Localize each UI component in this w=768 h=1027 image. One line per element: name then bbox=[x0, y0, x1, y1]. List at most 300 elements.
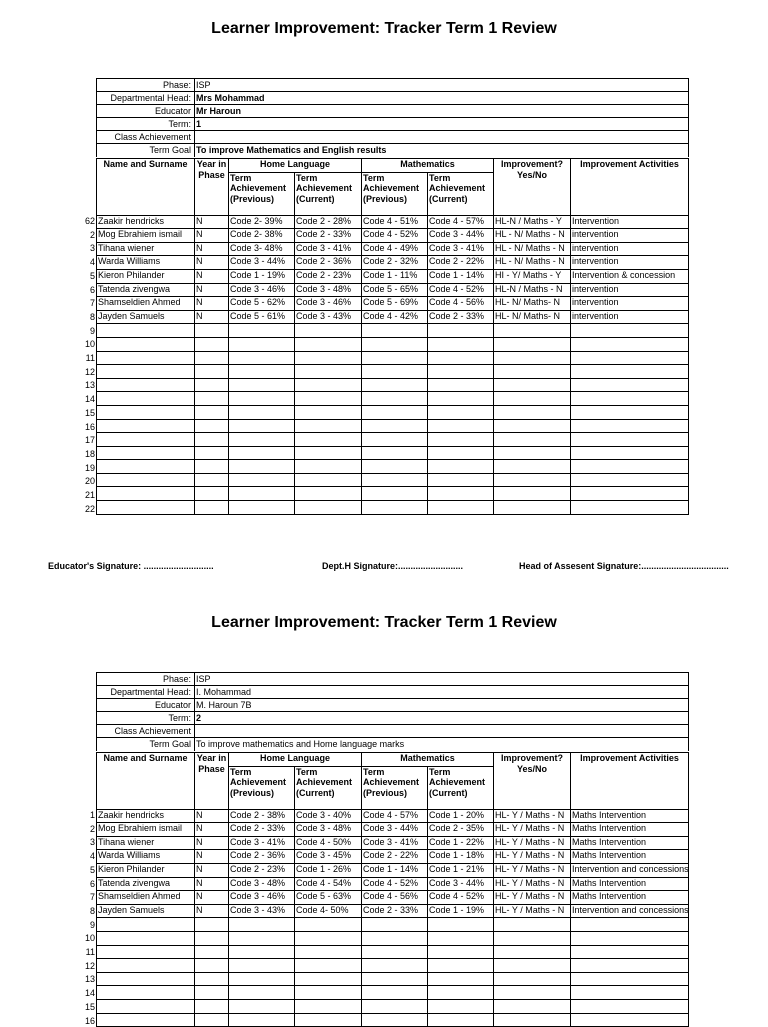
learner-name[interactable]: Kieron Philander bbox=[97, 863, 195, 877]
maths-previous[interactable]: Code 4 - 57% bbox=[362, 809, 428, 823]
maths-current[interactable]: Code 1 - 19% bbox=[428, 904, 494, 918]
hl-current[interactable]: Code 4- 50% bbox=[295, 904, 362, 918]
empty-cell[interactable] bbox=[494, 501, 571, 515]
hl-current[interactable]: Code 2 - 28% bbox=[295, 215, 362, 229]
empty-cell[interactable] bbox=[362, 945, 428, 959]
improvement-status[interactable]: HL - N/ Maths - N bbox=[494, 242, 571, 256]
empty-cell[interactable] bbox=[362, 433, 428, 447]
hl-current[interactable]: Code 3 - 40% bbox=[295, 809, 362, 823]
empty-cell[interactable] bbox=[362, 487, 428, 501]
maths-current[interactable]: Code 2 - 22% bbox=[428, 256, 494, 270]
empty-cell[interactable] bbox=[362, 918, 428, 932]
improvement-activity[interactable]: Maths Intervention bbox=[571, 823, 689, 837]
learner-name[interactable]: Zaakir hendricks bbox=[97, 215, 195, 229]
maths-previous[interactable]: Code 3 - 41% bbox=[362, 836, 428, 850]
maths-previous[interactable]: Code 3 - 44% bbox=[362, 823, 428, 837]
educator-value[interactable]: M. Haroun 7B bbox=[196, 700, 252, 710]
hl-current[interactable]: Code 3 - 43% bbox=[295, 310, 362, 324]
learner-name[interactable]: Zaakir hendricks bbox=[97, 809, 195, 823]
empty-cell[interactable] bbox=[494, 487, 571, 501]
empty-cell[interactable] bbox=[428, 392, 494, 406]
empty-cell[interactable] bbox=[97, 392, 195, 406]
empty-cell[interactable] bbox=[494, 351, 571, 365]
improvement-status[interactable]: HL- Y / Maths - N bbox=[494, 904, 571, 918]
year-in-phase[interactable]: N bbox=[195, 229, 229, 243]
empty-cell[interactable] bbox=[428, 446, 494, 460]
improvement-activity[interactable]: Maths Intervention bbox=[571, 877, 689, 891]
empty-cell[interactable] bbox=[428, 419, 494, 433]
hl-previous[interactable]: Code 3 - 41% bbox=[229, 836, 295, 850]
maths-current[interactable]: Code 4 - 52% bbox=[428, 891, 494, 905]
empty-cell[interactable] bbox=[571, 931, 689, 945]
empty-cell[interactable] bbox=[571, 378, 689, 392]
empty-cell[interactable] bbox=[428, 972, 494, 986]
maths-current[interactable]: Code 2 - 35% bbox=[428, 823, 494, 837]
empty-cell[interactable] bbox=[362, 378, 428, 392]
empty-cell[interactable] bbox=[571, 1013, 689, 1027]
year-in-phase[interactable]: N bbox=[195, 242, 229, 256]
learner-name[interactable]: Jayden Samuels bbox=[97, 904, 195, 918]
empty-cell[interactable] bbox=[97, 433, 195, 447]
empty-cell[interactable] bbox=[295, 999, 362, 1013]
empty-cell[interactable] bbox=[229, 999, 295, 1013]
empty-cell[interactable] bbox=[571, 351, 689, 365]
empty-cell[interactable] bbox=[195, 473, 229, 487]
maths-previous[interactable]: Code 1 - 11% bbox=[362, 269, 428, 283]
empty-cell[interactable] bbox=[295, 972, 362, 986]
maths-current[interactable]: Code 2 - 33% bbox=[428, 310, 494, 324]
learner-name[interactable]: Jayden Samuels bbox=[97, 310, 195, 324]
improvement-status[interactable]: HL - N/ Maths - N bbox=[494, 256, 571, 270]
empty-cell[interactable] bbox=[229, 433, 295, 447]
empty-cell[interactable] bbox=[362, 324, 428, 338]
empty-cell[interactable] bbox=[295, 1013, 362, 1027]
hl-current[interactable]: Code 3 - 48% bbox=[295, 823, 362, 837]
phase-value[interactable]: ISP bbox=[196, 674, 211, 684]
hl-current[interactable]: Code 3 - 46% bbox=[295, 297, 362, 311]
hl-current[interactable]: Code 1 - 26% bbox=[295, 863, 362, 877]
empty-cell[interactable] bbox=[428, 945, 494, 959]
empty-cell[interactable] bbox=[494, 931, 571, 945]
empty-cell[interactable] bbox=[362, 351, 428, 365]
improvement-activity[interactable]: Intervention & concession bbox=[571, 269, 689, 283]
improvement-activity[interactable]: intervention bbox=[571, 297, 689, 311]
empty-cell[interactable] bbox=[229, 419, 295, 433]
empty-cell[interactable] bbox=[97, 959, 195, 973]
year-in-phase[interactable]: N bbox=[195, 891, 229, 905]
empty-cell[interactable] bbox=[571, 473, 689, 487]
maths-current[interactable]: Code 4 - 52% bbox=[428, 283, 494, 297]
empty-cell[interactable] bbox=[229, 487, 295, 501]
empty-cell[interactable] bbox=[571, 446, 689, 460]
empty-cell[interactable] bbox=[362, 501, 428, 515]
maths-current[interactable]: Code 4 - 57% bbox=[428, 215, 494, 229]
empty-cell[interactable] bbox=[362, 999, 428, 1013]
improvement-status[interactable]: HL- Y / Maths - N bbox=[494, 850, 571, 864]
empty-cell[interactable] bbox=[295, 460, 362, 474]
learner-name[interactable]: Mog Ebrahiem ismail bbox=[97, 823, 195, 837]
head-value[interactable]: Mrs Mohammad bbox=[196, 93, 265, 103]
empty-cell[interactable] bbox=[494, 945, 571, 959]
year-in-phase[interactable]: N bbox=[195, 850, 229, 864]
empty-cell[interactable] bbox=[229, 945, 295, 959]
empty-cell[interactable] bbox=[229, 473, 295, 487]
empty-cell[interactable] bbox=[295, 959, 362, 973]
empty-cell[interactable] bbox=[229, 460, 295, 474]
year-in-phase[interactable]: N bbox=[195, 809, 229, 823]
empty-cell[interactable] bbox=[229, 365, 295, 379]
empty-cell[interactable] bbox=[229, 931, 295, 945]
improvement-activity[interactable]: Intervention and concessions bbox=[571, 863, 689, 877]
improvement-status[interactable]: HI - Y/ Maths - Y bbox=[494, 269, 571, 283]
empty-cell[interactable] bbox=[97, 986, 195, 1000]
improvement-status[interactable]: HL- N/ Maths- N bbox=[494, 310, 571, 324]
empty-cell[interactable] bbox=[97, 405, 195, 419]
year-in-phase[interactable]: N bbox=[195, 310, 229, 324]
empty-cell[interactable] bbox=[97, 931, 195, 945]
empty-cell[interactable] bbox=[97, 473, 195, 487]
empty-cell[interactable] bbox=[428, 487, 494, 501]
empty-cell[interactable] bbox=[494, 392, 571, 406]
improvement-activity[interactable]: Maths Intervention bbox=[571, 850, 689, 864]
empty-cell[interactable] bbox=[229, 986, 295, 1000]
empty-cell[interactable] bbox=[362, 405, 428, 419]
empty-cell[interactable] bbox=[571, 945, 689, 959]
empty-cell[interactable] bbox=[195, 501, 229, 515]
empty-cell[interactable] bbox=[295, 365, 362, 379]
empty-cell[interactable] bbox=[571, 337, 689, 351]
improvement-status[interactable]: HL - N/ Maths - N bbox=[494, 229, 571, 243]
empty-cell[interactable] bbox=[195, 959, 229, 973]
empty-cell[interactable] bbox=[97, 378, 195, 392]
empty-cell[interactable] bbox=[195, 419, 229, 433]
empty-cell[interactable] bbox=[195, 918, 229, 932]
empty-cell[interactable] bbox=[494, 405, 571, 419]
empty-cell[interactable] bbox=[428, 986, 494, 1000]
year-in-phase[interactable]: N bbox=[195, 877, 229, 891]
empty-cell[interactable] bbox=[428, 433, 494, 447]
learner-name[interactable]: Tihana wiener bbox=[97, 242, 195, 256]
empty-cell[interactable] bbox=[229, 446, 295, 460]
empty-cell[interactable] bbox=[571, 501, 689, 515]
empty-cell[interactable] bbox=[571, 999, 689, 1013]
maths-current[interactable]: Code 1 - 14% bbox=[428, 269, 494, 283]
empty-cell[interactable] bbox=[494, 433, 571, 447]
empty-cell[interactable] bbox=[428, 999, 494, 1013]
empty-cell[interactable] bbox=[428, 931, 494, 945]
empty-cell[interactable] bbox=[229, 1013, 295, 1027]
maths-previous[interactable]: Code 4 - 52% bbox=[362, 877, 428, 891]
maths-previous[interactable]: Code 4 - 52% bbox=[362, 229, 428, 243]
year-in-phase[interactable]: N bbox=[195, 297, 229, 311]
empty-cell[interactable] bbox=[195, 351, 229, 365]
empty-cell[interactable] bbox=[97, 945, 195, 959]
empty-cell[interactable] bbox=[97, 419, 195, 433]
educator-signature[interactable]: Educator's Signature: ............................ bbox=[48, 561, 214, 571]
empty-cell[interactable] bbox=[362, 931, 428, 945]
empty-cell[interactable] bbox=[229, 351, 295, 365]
learner-name[interactable]: Kieron Philander bbox=[97, 269, 195, 283]
goal-value[interactable]: To improve Mathematics and English results bbox=[196, 145, 387, 155]
improvement-status[interactable]: HL- Y / Maths - N bbox=[494, 863, 571, 877]
learner-name[interactable]: Tatenda zivengwa bbox=[97, 877, 195, 891]
improvement-activity[interactable]: Intervention bbox=[571, 215, 689, 229]
empty-cell[interactable] bbox=[229, 918, 295, 932]
hl-previous[interactable]: Code 2 - 33% bbox=[229, 823, 295, 837]
improvement-status[interactable]: HL- N/ Maths- N bbox=[494, 297, 571, 311]
empty-cell[interactable] bbox=[195, 378, 229, 392]
learner-name[interactable]: Shamseldien Ahmed bbox=[97, 891, 195, 905]
empty-cell[interactable] bbox=[571, 487, 689, 501]
empty-cell[interactable] bbox=[229, 959, 295, 973]
learner-name[interactable]: Mog Ebrahiem ismail bbox=[97, 229, 195, 243]
learner-name[interactable]: Warda Williams bbox=[97, 256, 195, 270]
year-in-phase[interactable]: N bbox=[195, 269, 229, 283]
empty-cell[interactable] bbox=[295, 918, 362, 932]
hl-previous[interactable]: Code 1 - 19% bbox=[229, 269, 295, 283]
empty-cell[interactable] bbox=[571, 986, 689, 1000]
hl-current[interactable]: Code 2 - 33% bbox=[295, 229, 362, 243]
maths-previous[interactable]: Code 2 - 33% bbox=[362, 904, 428, 918]
empty-cell[interactable] bbox=[494, 419, 571, 433]
empty-cell[interactable] bbox=[571, 460, 689, 474]
empty-cell[interactable] bbox=[362, 460, 428, 474]
maths-previous[interactable]: Code 5 - 65% bbox=[362, 283, 428, 297]
maths-previous[interactable]: Code 4 - 42% bbox=[362, 310, 428, 324]
hl-current[interactable]: Code 5 - 63% bbox=[295, 891, 362, 905]
empty-cell[interactable] bbox=[195, 446, 229, 460]
improvement-status[interactable]: HL-N / Maths - N bbox=[494, 283, 571, 297]
hl-previous[interactable]: Code 5 - 62% bbox=[229, 297, 295, 311]
empty-cell[interactable] bbox=[295, 945, 362, 959]
hl-previous[interactable]: Code 3 - 46% bbox=[229, 891, 295, 905]
empty-cell[interactable] bbox=[97, 351, 195, 365]
empty-cell[interactable] bbox=[428, 1013, 494, 1027]
year-in-phase[interactable]: N bbox=[195, 823, 229, 837]
improvement-status[interactable]: HL- Y / Maths - N bbox=[494, 877, 571, 891]
empty-cell[interactable] bbox=[195, 945, 229, 959]
empty-cell[interactable] bbox=[362, 473, 428, 487]
empty-cell[interactable] bbox=[229, 378, 295, 392]
maths-previous[interactable]: Code 2 - 22% bbox=[362, 850, 428, 864]
empty-cell[interactable] bbox=[295, 419, 362, 433]
empty-cell[interactable] bbox=[494, 986, 571, 1000]
hl-current[interactable]: Code 4 - 50% bbox=[295, 836, 362, 850]
empty-cell[interactable] bbox=[362, 972, 428, 986]
year-in-phase[interactable]: N bbox=[195, 283, 229, 297]
empty-cell[interactable] bbox=[195, 999, 229, 1013]
empty-cell[interactable] bbox=[195, 337, 229, 351]
empty-cell[interactable] bbox=[494, 959, 571, 973]
improvement-activity[interactable]: intervention bbox=[571, 256, 689, 270]
improvement-status[interactable]: HL-N / Maths - Y bbox=[494, 215, 571, 229]
maths-previous[interactable]: Code 4 - 51% bbox=[362, 215, 428, 229]
empty-cell[interactable] bbox=[195, 972, 229, 986]
empty-cell[interactable] bbox=[571, 433, 689, 447]
hl-previous[interactable]: Code 2 - 38% bbox=[229, 809, 295, 823]
hl-current[interactable]: Code 4 - 54% bbox=[295, 877, 362, 891]
hl-current[interactable]: Code 3 - 41% bbox=[295, 242, 362, 256]
empty-cell[interactable] bbox=[229, 501, 295, 515]
empty-cell[interactable] bbox=[362, 392, 428, 406]
empty-cell[interactable] bbox=[97, 324, 195, 338]
educator-value[interactable]: Mr Haroun bbox=[196, 106, 241, 116]
empty-cell[interactable] bbox=[195, 365, 229, 379]
empty-cell[interactable] bbox=[494, 378, 571, 392]
maths-current[interactable]: Code 3 - 44% bbox=[428, 877, 494, 891]
maths-current[interactable]: Code 1 - 20% bbox=[428, 809, 494, 823]
maths-previous[interactable]: Code 5 - 69% bbox=[362, 297, 428, 311]
empty-cell[interactable] bbox=[494, 473, 571, 487]
empty-cell[interactable] bbox=[428, 337, 494, 351]
empty-cell[interactable] bbox=[195, 487, 229, 501]
improvement-activity[interactable]: intervention bbox=[571, 310, 689, 324]
empty-cell[interactable] bbox=[229, 324, 295, 338]
empty-cell[interactable] bbox=[362, 959, 428, 973]
hl-previous[interactable]: Code 2 - 23% bbox=[229, 863, 295, 877]
hl-previous[interactable]: Code 5 - 61% bbox=[229, 310, 295, 324]
empty-cell[interactable] bbox=[97, 501, 195, 515]
hl-previous[interactable]: Code 2 - 36% bbox=[229, 850, 295, 864]
empty-cell[interactable] bbox=[571, 918, 689, 932]
empty-cell[interactable] bbox=[428, 501, 494, 515]
empty-cell[interactable] bbox=[362, 337, 428, 351]
hl-previous[interactable]: Code 3 - 48% bbox=[229, 877, 295, 891]
maths-current[interactable]: Code 1 - 21% bbox=[428, 863, 494, 877]
empty-cell[interactable] bbox=[295, 337, 362, 351]
empty-cell[interactable] bbox=[428, 473, 494, 487]
empty-cell[interactable] bbox=[295, 986, 362, 1000]
empty-cell[interactable] bbox=[494, 972, 571, 986]
maths-previous[interactable]: Code 2 - 32% bbox=[362, 256, 428, 270]
empty-cell[interactable] bbox=[428, 460, 494, 474]
head-value[interactable]: I. Mohammad bbox=[196, 687, 252, 697]
empty-cell[interactable] bbox=[195, 433, 229, 447]
empty-cell[interactable] bbox=[295, 446, 362, 460]
empty-cell[interactable] bbox=[494, 337, 571, 351]
empty-cell[interactable] bbox=[195, 460, 229, 474]
learner-name[interactable]: Shamseldien Ahmed bbox=[97, 297, 195, 311]
head-of-assessment-signature[interactable]: Head of Assesent Signature:................................... bbox=[519, 561, 729, 571]
empty-cell[interactable] bbox=[97, 446, 195, 460]
empty-cell[interactable] bbox=[295, 378, 362, 392]
empty-cell[interactable] bbox=[195, 392, 229, 406]
hl-current[interactable]: Code 3 - 45% bbox=[295, 850, 362, 864]
empty-cell[interactable] bbox=[571, 405, 689, 419]
empty-cell[interactable] bbox=[428, 378, 494, 392]
hl-current[interactable]: Code 3 - 48% bbox=[295, 283, 362, 297]
empty-cell[interactable] bbox=[229, 337, 295, 351]
empty-cell[interactable] bbox=[571, 324, 689, 338]
empty-cell[interactable] bbox=[494, 446, 571, 460]
empty-cell[interactable] bbox=[428, 918, 494, 932]
empty-cell[interactable] bbox=[229, 972, 295, 986]
empty-cell[interactable] bbox=[494, 1013, 571, 1027]
empty-cell[interactable] bbox=[362, 446, 428, 460]
learner-name[interactable]: Tihana wiener bbox=[97, 836, 195, 850]
empty-cell[interactable] bbox=[295, 501, 362, 515]
empty-cell[interactable] bbox=[428, 324, 494, 338]
empty-cell[interactable] bbox=[195, 405, 229, 419]
empty-cell[interactable] bbox=[494, 324, 571, 338]
empty-cell[interactable] bbox=[97, 487, 195, 501]
improvement-activity[interactable]: Maths Intervention bbox=[571, 891, 689, 905]
empty-cell[interactable] bbox=[229, 405, 295, 419]
empty-cell[interactable] bbox=[494, 918, 571, 932]
empty-cell[interactable] bbox=[295, 433, 362, 447]
empty-cell[interactable] bbox=[494, 999, 571, 1013]
hl-current[interactable]: Code 2 - 23% bbox=[295, 269, 362, 283]
empty-cell[interactable] bbox=[571, 392, 689, 406]
empty-cell[interactable] bbox=[571, 959, 689, 973]
improvement-status[interactable]: HL- Y / Maths - N bbox=[494, 809, 571, 823]
year-in-phase[interactable]: N bbox=[195, 836, 229, 850]
year-in-phase[interactable]: N bbox=[195, 863, 229, 877]
maths-current[interactable]: Code 1 - 18% bbox=[428, 850, 494, 864]
empty-cell[interactable] bbox=[494, 365, 571, 379]
empty-cell[interactable] bbox=[295, 931, 362, 945]
maths-previous[interactable]: Code 4 - 49% bbox=[362, 242, 428, 256]
maths-current[interactable]: Code 3 - 41% bbox=[428, 242, 494, 256]
empty-cell[interactable] bbox=[494, 460, 571, 474]
empty-cell[interactable] bbox=[362, 1013, 428, 1027]
empty-cell[interactable] bbox=[97, 972, 195, 986]
empty-cell[interactable] bbox=[97, 1013, 195, 1027]
empty-cell[interactable] bbox=[362, 365, 428, 379]
empty-cell[interactable] bbox=[97, 999, 195, 1013]
empty-cell[interactable] bbox=[195, 1013, 229, 1027]
empty-cell[interactable] bbox=[428, 365, 494, 379]
empty-cell[interactable] bbox=[195, 931, 229, 945]
maths-current[interactable]: Code 4 - 56% bbox=[428, 297, 494, 311]
improvement-activity[interactable]: intervention bbox=[571, 242, 689, 256]
improvement-activity[interactable]: Intervention and concessions bbox=[571, 904, 689, 918]
improvement-activity[interactable]: Maths Intervention bbox=[571, 836, 689, 850]
hl-previous[interactable]: Code 3 - 43% bbox=[229, 904, 295, 918]
improvement-activity[interactable]: intervention bbox=[571, 283, 689, 297]
term-value[interactable]: 1 bbox=[196, 119, 202, 129]
empty-cell[interactable] bbox=[295, 324, 362, 338]
dept-head-signature[interactable]: Dept.H Signature:.......................... bbox=[322, 561, 464, 571]
empty-cell[interactable] bbox=[195, 986, 229, 1000]
hl-previous[interactable]: Code 3 - 46% bbox=[229, 283, 295, 297]
empty-cell[interactable] bbox=[571, 365, 689, 379]
maths-previous[interactable]: Code 1 - 14% bbox=[362, 863, 428, 877]
phase-value[interactable]: ISP bbox=[196, 80, 211, 90]
empty-cell[interactable] bbox=[362, 986, 428, 1000]
improvement-status[interactable]: HL- Y / Maths - N bbox=[494, 836, 571, 850]
improvement-status[interactable]: HL- Y / Maths - N bbox=[494, 823, 571, 837]
empty-cell[interactable] bbox=[229, 392, 295, 406]
empty-cell[interactable] bbox=[97, 460, 195, 474]
empty-cell[interactable] bbox=[97, 918, 195, 932]
empty-cell[interactable] bbox=[295, 405, 362, 419]
empty-cell[interactable] bbox=[195, 324, 229, 338]
maths-previous[interactable]: Code 4 - 56% bbox=[362, 891, 428, 905]
empty-cell[interactable] bbox=[571, 972, 689, 986]
empty-cell[interactable] bbox=[428, 959, 494, 973]
year-in-phase[interactable]: N bbox=[195, 904, 229, 918]
improvement-status[interactable]: HL- Y / Maths - N bbox=[494, 891, 571, 905]
empty-cell[interactable] bbox=[571, 419, 689, 433]
maths-current[interactable]: Code 3 - 44% bbox=[428, 229, 494, 243]
maths-current[interactable]: Code 1 - 22% bbox=[428, 836, 494, 850]
goal-value[interactable]: To improve mathematics and Home language marks bbox=[196, 739, 405, 749]
empty-cell[interactable] bbox=[362, 419, 428, 433]
empty-cell[interactable] bbox=[428, 405, 494, 419]
empty-cell[interactable] bbox=[295, 351, 362, 365]
hl-current[interactable]: Code 2 - 36% bbox=[295, 256, 362, 270]
